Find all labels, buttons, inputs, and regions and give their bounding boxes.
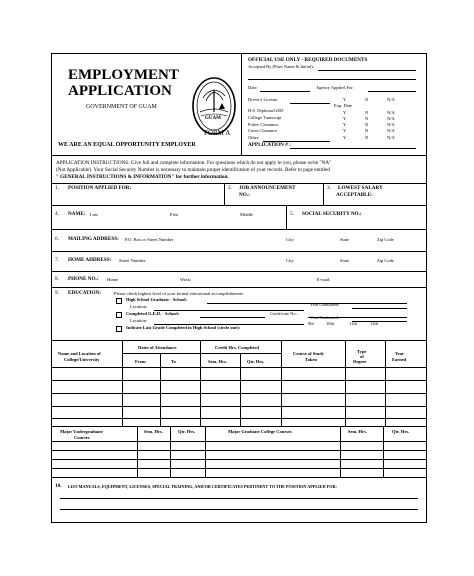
ug-sem-header: Sem. Hrs. — [144, 429, 163, 434]
courses-col5 — [383, 426, 384, 477]
ug-qtr-header: Qtr. Hrs. — [178, 429, 196, 434]
mailing-state: State — [340, 237, 349, 242]
high-school-label: High School Graduate - School: — [126, 297, 188, 302]
college-row3-line — [51, 406, 426, 407]
courses-row1 — [51, 450, 426, 451]
doc-police-clearance-y: Y — [343, 122, 347, 127]
application-number-line — [290, 148, 416, 149]
q5-number: 5. — [290, 211, 294, 217]
college-bottom-line — [51, 426, 426, 427]
college-name-header: Name and Location of — [58, 351, 101, 356]
row1-divider-b — [323, 183, 324, 205]
ged-year-label: Year Graduated: — [310, 315, 340, 320]
ged-checkbox[interactable] — [116, 312, 122, 318]
row7-bottom-line — [51, 271, 426, 272]
q10-text: LIST MANUALS, EQUIPMENT, LICENSES, SPECIAL TRAINING, AND/OR CERTIFICATES PERTINENT TO THE POSITION APPLIED FOR: — [68, 484, 337, 489]
q7-number: 7. — [55, 257, 59, 263]
doc-drivers-license-y: Y — [343, 97, 347, 102]
home-address-hint: Street Number — [119, 258, 146, 263]
courses-col2 — [170, 426, 171, 477]
college-col1 — [122, 340, 123, 426]
phone-work: Work: — [180, 277, 192, 282]
row4-bottom-line — [51, 229, 426, 230]
doc-court-clearance-n: N — [365, 128, 369, 133]
q2-number: 2. — [228, 185, 232, 191]
q10-line1 — [60, 498, 418, 499]
year-header: Year — [395, 351, 404, 356]
row8-bottom-line — [51, 287, 426, 288]
grade-12th[interactable]: 12th — [370, 321, 379, 326]
seal-label: GUAM — [205, 116, 221, 121]
home-city: City — [286, 258, 294, 263]
guam-seal-icon — [191, 76, 237, 136]
high-school-checkbox[interactable] — [116, 298, 122, 304]
grade-10th[interactable]: 10th — [326, 321, 335, 326]
doc-other: Other: — [248, 135, 260, 140]
doc-hs-diploma-n: N — [365, 110, 369, 115]
ged-cert-label: Certificate No.: — [270, 311, 298, 316]
major-ug-header: Major Undergraduate — [60, 429, 103, 434]
grade-9th[interactable]: 9th — [308, 321, 314, 326]
year-earned-header: Earned — [392, 357, 407, 362]
phone-label: PHONE NO.: — [68, 276, 99, 282]
date-label: Date: — [248, 85, 258, 90]
college-name-header2: College/University — [64, 357, 100, 362]
exp-date-header: Exp. Date — [334, 103, 352, 108]
agency-line — [368, 91, 416, 92]
attendance-to: To — [171, 359, 176, 364]
acceptable-label: ACCEPTABLE: — [336, 192, 373, 198]
doc-court-clearance-y: Y — [343, 128, 347, 133]
ged-year-line — [352, 321, 407, 322]
date-line — [260, 91, 310, 92]
attendance-sub-line — [122, 353, 281, 354]
title-application: APPLICATION — [68, 83, 172, 99]
doc-college-transcript-n: N — [365, 116, 369, 121]
application-number-label: APPLICATION # : — [248, 142, 291, 148]
row1-divider-a — [224, 183, 225, 205]
hs-location-label: Location: — [130, 304, 148, 309]
degree-header: Degree — [353, 359, 367, 364]
form-a-label: FORM A — [204, 129, 231, 137]
doc-college-transcript-y: Y — [343, 116, 347, 121]
doc-drivers-license-n: N — [365, 97, 369, 102]
doc-drivers-license-line — [290, 103, 330, 104]
home-state: State — [340, 258, 349, 263]
email-label: E-mail: — [317, 277, 331, 282]
doc-court-clearance-na: N/A — [387, 128, 395, 133]
q6-number: 6. — [55, 236, 59, 242]
grad-qtr-header: Qtr. Hrs. — [392, 429, 410, 434]
course-header2: Taken — [305, 357, 317, 362]
credit-header: Credit Hrs. Completed — [215, 345, 260, 350]
ged-line — [200, 317, 265, 318]
hs-year-label: Year Graduated: — [310, 302, 340, 307]
mailing-address-hint: P.O. Box or Street Number — [125, 237, 174, 242]
college-header-bottom — [51, 367, 426, 368]
credit-sem: Sem. Hrs. — [208, 359, 227, 364]
doc-police-clearance-n: N — [365, 122, 369, 127]
courses-row2 — [51, 459, 426, 460]
last-grade-checkbox[interactable] — [116, 326, 122, 332]
college-row1-line — [51, 380, 426, 381]
home-address-label: HOME ADDRESS: — [68, 257, 112, 263]
header-divider — [241, 53, 242, 155]
form-border — [51, 53, 427, 523]
equal-opportunity: WE ARE AN EQUAL OPPORTUNITY EMPLOYER — [58, 142, 196, 148]
doc-court-clearance: Court Clearance — [248, 128, 278, 133]
q8-number: 8. — [55, 276, 59, 282]
doc-college-transcript: College Transcript — [248, 115, 282, 120]
ged-label: Completed G.E.D. - School: — [126, 311, 180, 316]
accepted-by: Accepted By (Print Name & Initial): — [248, 64, 314, 69]
degree-type: Type — [357, 349, 367, 354]
grad-sem-header: Sem. Hrs. — [348, 429, 367, 434]
q10-line2 — [60, 509, 418, 510]
mailing-zip: Zip Code — [377, 237, 394, 242]
college-col4 — [240, 353, 241, 426]
college-col2 — [160, 353, 161, 426]
college-col5 — [281, 340, 282, 426]
q10-number: 10. — [55, 483, 62, 489]
doc-drivers-license: Driver's License — [248, 97, 278, 102]
position-applied-label: POSITION APPLIED FOR: — [68, 185, 132, 191]
instructions-bottom-line — [51, 183, 426, 184]
instructions-line3: " GENERAL INSTRUCTIONS & INFORMATION" for further information. — [56, 174, 229, 180]
row6-bottom-line — [51, 251, 426, 252]
education-instructions: Please check highest level of your formal educational accomplishments: — [114, 291, 244, 296]
q3-number: 3. — [327, 185, 331, 191]
accepted-by-line2 — [248, 79, 416, 80]
doc-other-y: Y — [343, 135, 347, 140]
major-grad-header: Major Graduate College Courses — [228, 429, 292, 434]
ssn-label: SOCIAL SECURITY NO.: — [302, 211, 362, 217]
education-label: EDUCATION: — [68, 290, 102, 296]
attendance-from: From — [135, 359, 146, 364]
hs-year-line — [352, 308, 407, 309]
q4-number: 4. — [55, 211, 59, 217]
q1-number: 1. — [55, 185, 59, 191]
name-last: Last — [90, 212, 98, 217]
name-first: First — [170, 212, 179, 217]
doc-hs-diploma-y: Y — [343, 110, 347, 115]
doc-police-clearance: Police Clearance — [248, 122, 279, 127]
attendance-header: Dates of Attendance — [138, 345, 177, 350]
last-grade-label: Indicate Last Grade Completed in High School (circle one): — [126, 325, 241, 330]
job-announcement-label: JOB ANNOUNCEMENT — [239, 185, 296, 191]
instructions-line1: APPLICATION INSTRUCTIONS: Give full and complete information. For questions which do not apply to you, please write "NA" — [56, 160, 332, 166]
doc-other-na: N/A — [387, 135, 395, 140]
doc-police-clearance-na: N/A — [387, 122, 395, 127]
instructions-line2: (Not Applicable). Your Social Security Number is necessary to maintain proper identification of your records. Refer to page entitled — [56, 167, 330, 173]
doc-drivers-license-na: N/A — [387, 97, 395, 102]
name-middle: Middle — [240, 212, 253, 217]
degree-of: of — [360, 354, 364, 359]
title-employment: EMPLOYMENT — [68, 67, 179, 83]
high-school-line — [207, 303, 407, 304]
job-announcement-no: NO.: — [239, 192, 250, 198]
doc-hs-diploma-na: N/A — [387, 110, 395, 115]
doc-other-n: N — [365, 135, 369, 140]
mailing-city: City — [286, 237, 294, 242]
courses-bottom-line — [51, 477, 426, 478]
college-col6 — [345, 340, 346, 426]
header-bottom-line — [51, 155, 426, 156]
courses-row3 — [51, 468, 426, 469]
name-label: NAME: — [68, 211, 86, 217]
lowest-salary-label: LOWEST SALARY — [338, 185, 383, 191]
home-zip: Zip Code — [377, 258, 394, 263]
courses-col1 — [137, 426, 138, 477]
ged-location-label: Location: — [130, 318, 148, 323]
courses-header-bottom — [51, 441, 426, 442]
row1-bottom-line — [51, 205, 426, 206]
government-of-guam: GOVERNMENT OF GUAM — [86, 104, 157, 110]
accepted-by-line — [318, 70, 416, 71]
college-row2-line — [51, 393, 426, 394]
education-bottom-line — [51, 340, 426, 341]
phone-home: Home — [107, 277, 118, 282]
credit-qtr: Qtr. Hrs. — [247, 359, 265, 364]
courses-col4 — [340, 426, 341, 477]
doc-college-transcript-na: N/A — [387, 116, 395, 121]
doc-hs-diploma: H.S. Diploma/GED — [248, 108, 284, 113]
college-col3 — [200, 340, 201, 426]
agency-label: Agency Applied For: — [316, 85, 354, 90]
grade-11th[interactable]: 11th — [349, 321, 357, 326]
college-row4-line — [51, 418, 426, 419]
official-heading: OFFICIAL USE ONLY - REQUIRED DOCUMENTS — [248, 57, 368, 63]
major-ug-header2: Courses — [74, 435, 90, 440]
course-header: Course of Study — [293, 351, 325, 356]
mailing-address-label: MAILING ADDRESS: — [68, 236, 119, 242]
row4-divider — [286, 205, 287, 229]
courses-col3 — [205, 426, 206, 477]
q9-number: 9. — [55, 290, 59, 296]
college-col7 — [385, 340, 386, 426]
